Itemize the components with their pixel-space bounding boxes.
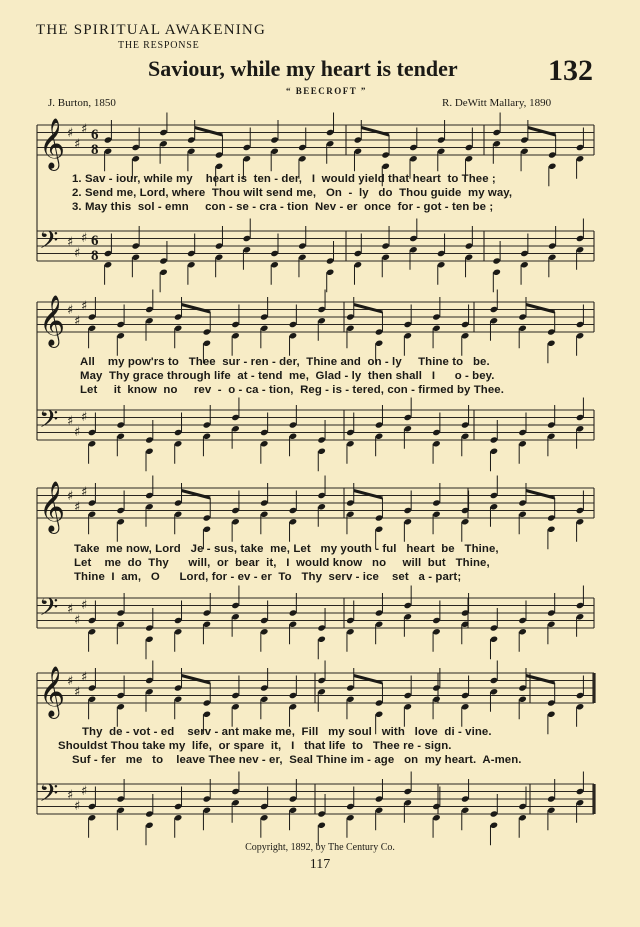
sharp-sign: ♯ [74, 500, 81, 515]
note-beam [354, 305, 383, 313]
sharp-sign: ♯ [67, 788, 74, 803]
section-subtitle: THE RESPONSE [118, 40, 200, 51]
lyric-line: May Thy grace through life at - tend me, Glad - ly then shall I o - bey. [80, 370, 495, 382]
sharp-sign: ♯ [67, 126, 74, 141]
sharp-sign: ♯ [67, 674, 74, 689]
sharp-sign: ♯ [74, 613, 81, 628]
sharp-sign: ♯ [74, 314, 81, 329]
author-credit: R. DeWitt Mallary, 1890 [442, 97, 552, 109]
sharp-sign: ♯ [81, 299, 88, 314]
sharp-sign: ♯ [74, 425, 81, 440]
note-beam [354, 676, 383, 684]
tune-name: “ BEECROFT ” [286, 86, 367, 96]
lyric-line: Suf - fer me to leave Thee nev - er, Seal Thine im - age on my heart. A-men. [72, 754, 522, 766]
lyric-line: Let me do Thy will, or bear it, I would know no will but Thine, [74, 557, 490, 569]
note-beam [182, 676, 211, 684]
time-signature-top: 6 [91, 233, 99, 249]
time-signature-bottom: 8 [91, 248, 99, 264]
composer-credit: J. Burton, 1850 [48, 97, 116, 109]
hymn-title: Saviour, while my heart is tender [148, 56, 458, 81]
lyric-line: 3. May this sol - emn con - se - cra - tion Nev - er once for - got - ten be ; [72, 201, 494, 213]
note-beam [354, 491, 383, 499]
lyric-line: 1. Sav - iour, while my heart is ten - der, I would yield that heart to Thee ; [72, 173, 496, 185]
treble-clef: 𝄞 [39, 118, 66, 169]
sharp-sign: ♯ [67, 602, 74, 617]
note-beam [182, 491, 211, 499]
sharp-sign: ♯ [67, 235, 74, 250]
hymn-number: 132 [548, 54, 593, 87]
sharp-sign: ♯ [74, 137, 81, 152]
lyric-line: Shouldst Thou take my life, or spare it, I that life to Thee re - sign. [58, 740, 452, 752]
sharp-sign: ♯ [81, 231, 88, 246]
page-number: 117 [309, 857, 331, 872]
sharp-sign: ♯ [81, 784, 88, 799]
lyric-line: Take me now, Lord Je - sus, take me, Let my youth - ful heart be Thine, [74, 543, 499, 555]
lyric-line: Let it know no rev - o - ca - tion, Reg - is - tered, con - firmed by Thee. [80, 384, 504, 396]
sharp-sign: ♯ [67, 414, 74, 429]
treble-clef: 𝄞 [39, 666, 66, 717]
sharp-sign: ♯ [74, 799, 81, 814]
bass-clef: 𝄢 [39, 779, 59, 814]
sharp-sign: ♯ [81, 670, 88, 685]
lyric-line: 2. Send me, Lord, where Thou wilt send me, On - ly do Thou guide my way, [72, 187, 513, 199]
sharp-sign: ♯ [74, 246, 81, 261]
note-beam [195, 128, 223, 136]
treble-clef: 𝄞 [39, 295, 66, 346]
bass-clef: 𝄢 [39, 226, 59, 261]
note-beam [528, 128, 556, 136]
note-beam [182, 305, 211, 313]
time-signature-bottom: 8 [91, 142, 99, 158]
sharp-sign: ♯ [67, 303, 74, 318]
treble-clef: 𝄞 [39, 481, 66, 532]
lyric-line: All my pow'rs to Thee sur - ren - der, Thine and on - ly Thine to be. [80, 356, 490, 368]
sharp-sign: ♯ [67, 489, 74, 504]
copyright-notice: Copyright, 1892, by The Century Co. [245, 842, 395, 853]
bass-clef: 𝄢 [39, 405, 59, 440]
lyric-line: Thine I am, O Lord, for - ev - er To Thy serv - ice set a - part; [74, 571, 462, 583]
bass-clef: 𝄢 [39, 593, 59, 628]
note-beam [526, 491, 555, 499]
section-title: THE SPIRITUAL AWAKENING [36, 22, 266, 38]
sharp-sign: ♯ [81, 598, 88, 613]
note-beam [526, 305, 555, 313]
sharp-sign: ♯ [81, 122, 88, 137]
time-signature-top: 6 [91, 127, 99, 143]
sharp-sign: ♯ [81, 485, 88, 500]
lyric-line: Thy de - vot - ed serv - ant make me, Fill my soul with love di - vine. [82, 726, 492, 738]
note-beam [361, 128, 389, 136]
sharp-sign: ♯ [81, 410, 88, 425]
sharp-sign: ♯ [74, 685, 81, 700]
